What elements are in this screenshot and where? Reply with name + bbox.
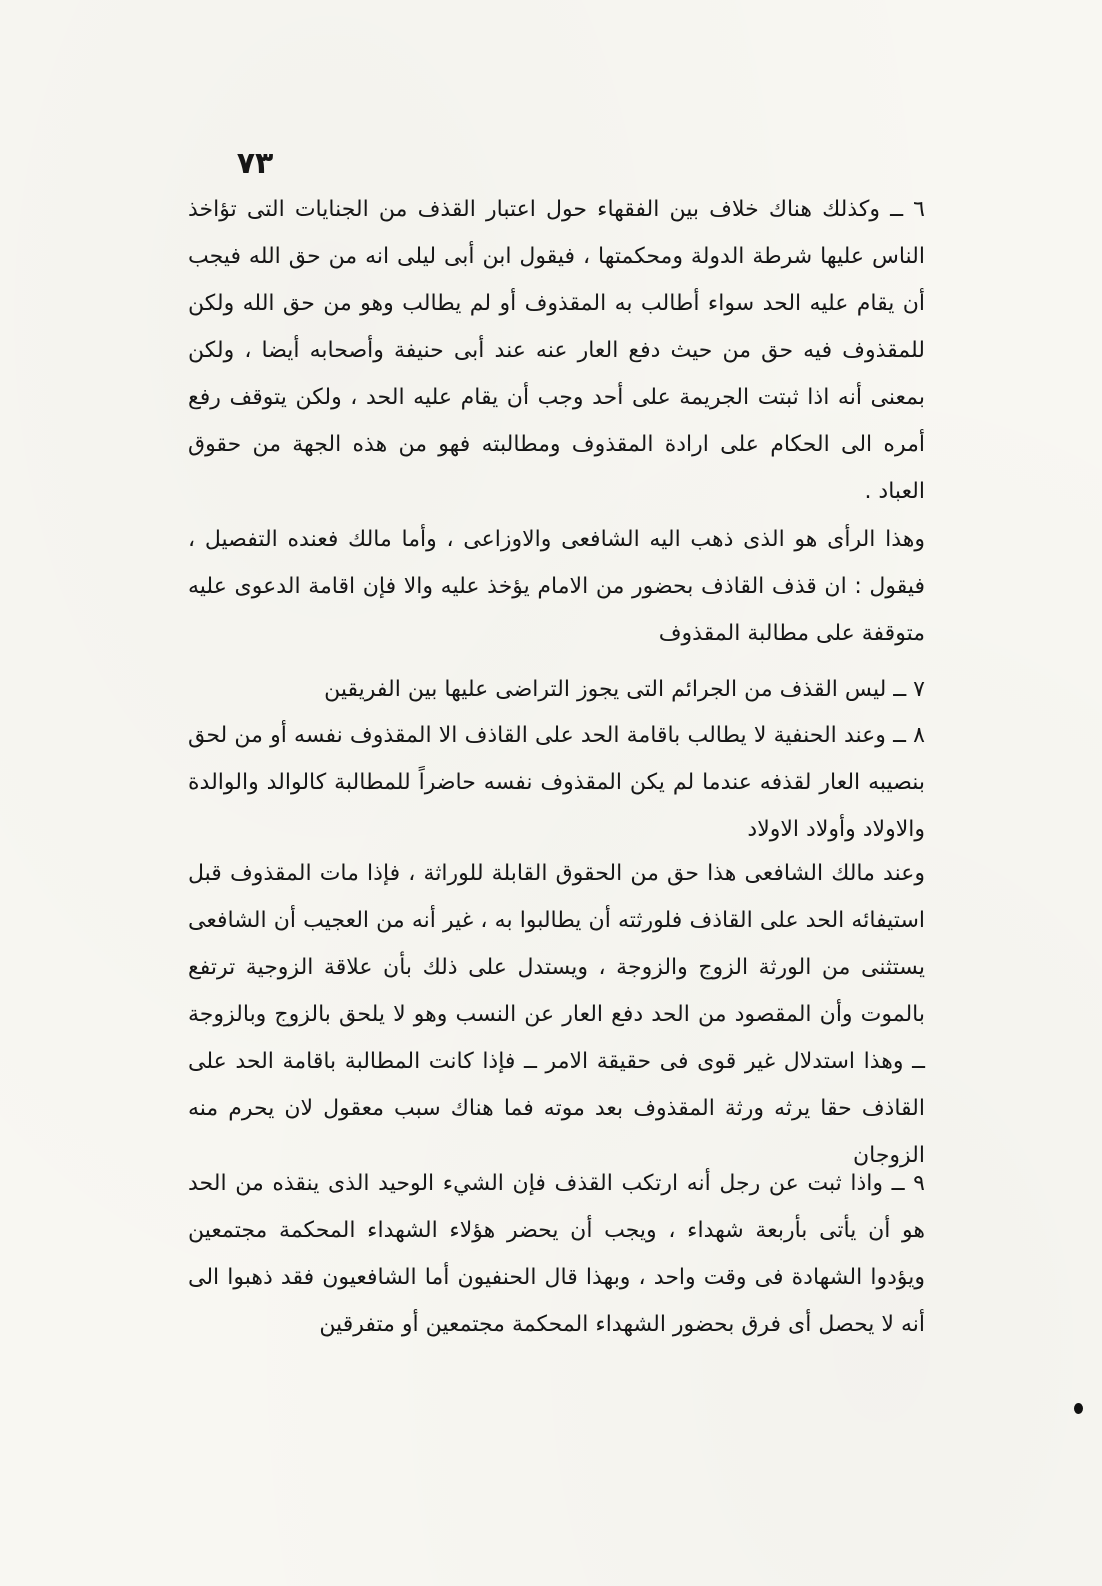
paragraph-7 — [188, 666, 925, 713]
paragraph-text: وهذا الرأى هو الذى ذهب اليه الشافعى والاوزاعى ، وأما مالك فعنده التفصيل ، فيقول : ان قذف القاذف بحضور من الامام يؤخذ عليه والا فإن اقامة الدعوى عليه متوقفة على مطالبة المقذوف — [188, 527, 925, 646]
paragraph-8 — [188, 712, 925, 853]
paragraph-text: وعند مالك الشافعى هذا حق من الحقوق القابلة للوراثة ، فإذا مات المقذوف قبل استيفائه الحد على القاذف فلورثته أن يطالبوا به ، غير أنه من العجيب أن الشافعى يستثنى من الورثة الزوج والزوجة ، ويستدل على ذلك بأن علاقة الزوجية ترتفع بالموت وأن المقصود من الحد دفع العار عن النسب وهو لا يلحق بالزوج وبالزوجة ــ وهذا استدلال غير قوى فى حقيقة الامر ــ فإذا كانت المطالبة باقامة الحد على القاذف حقا يرثه ورثة المقذوف بعد موته فما هناك سبب معقول لان يحرم منه الزوجان — [188, 861, 925, 1168]
paragraph-inheritance — [188, 850, 925, 1179]
paragraph-text: ٧ ــ ليس القذف من الجرائم التى يجوز التراضى عليها بين الفريقين — [324, 677, 925, 702]
paragraph-9 — [188, 1160, 925, 1348]
page-number: ٧٣ — [236, 146, 274, 181]
paragraph-text: ٩ ــ واذا ثبت عن رجل أنه ارتكب القذف فإن الشيء الوحيد الذى ينقذه من الحد هو أن يأتى بأربعة شهداء ، ويجب أن يحضر هؤلاء الشهداء المحكمة مجتمعين ويؤدوا الشهادة فى وقت واحد ، وبهذا قال الحنفيون أما الشافعيون فقد ذهبوا الى أنه لا يحصل أى فرق بحضور الشهداء المحكمة مجتمعين أو متفرقين — [188, 1171, 925, 1337]
ink-dot — [1074, 1403, 1083, 1414]
paragraph-opinion — [188, 516, 925, 657]
paragraph-text: ٦ ــ وكذلك هناك خلاف بين الفقهاء حول اعتبار القذف من الجنايات التى تؤاخذ الناس عليها شرطة الدولة ومحكمتها ، فيقول ابن أبى ليلى انه من حق الله فيجب أن يقام عليه الحد سواء أطالب به المقذوف أو لم يطالب وهو من حق الله ولكن للمقذوف فيه حق من حيث دفع العار عنه عند أبى حنيفة وأصحابه أيضا ، ولكن بمعنى أنه اذا ثبتت الجريمة على أحد وجب أن يقام عليه الحد ، ولكن يتوقف رفع أمره الى الحكام على ارادة المقذوف ومطالبته فهو من هذه الجهة من حقوق العباد . — [188, 197, 925, 504]
paragraph-6 — [188, 186, 925, 515]
paragraph-text: ٨ ــ وعند الحنفية لا يطالب باقامة الحد على القاذف الا المقذوف نفسه أو من لحق بنصيبه العار لقذفه عندما لم يكن المقذوف نفسه حاضراً للمطالبة كالوالد والوالدة والاولاد وأولاد الاولاد — [188, 723, 925, 842]
